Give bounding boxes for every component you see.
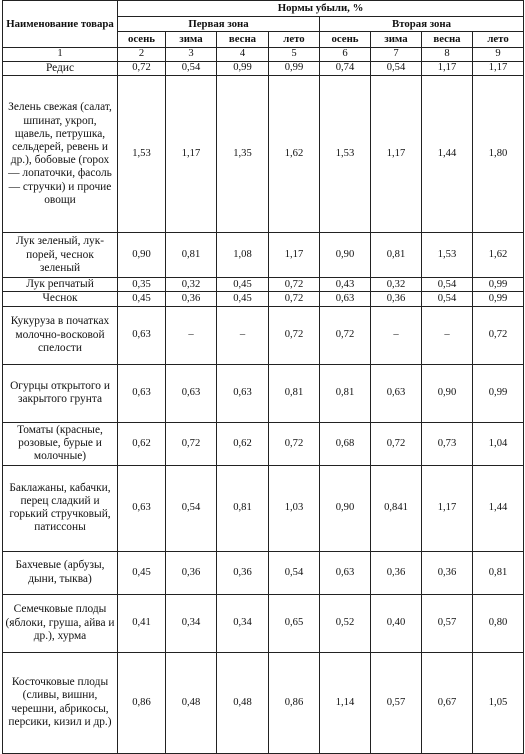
table-row xyxy=(3,76,524,233)
norm-value-cell: 1,35 xyxy=(217,76,269,233)
norm-value-cell: 0,72 xyxy=(269,306,320,364)
norm-value-cell: – xyxy=(166,306,217,364)
header-season: осень xyxy=(320,32,371,48)
norm-value-cell: 0,57 xyxy=(371,652,422,753)
column-number: 3 xyxy=(166,48,217,62)
column-number: 8 xyxy=(422,48,473,62)
norm-value-cell: 0,81 xyxy=(217,465,269,551)
norm-value-cell: 0,34 xyxy=(166,594,217,652)
norm-value-cell: 1,80 xyxy=(473,76,524,233)
norm-value-cell: 0,90 xyxy=(320,465,371,551)
norm-value-cell: 1,17 xyxy=(371,76,422,233)
header-zone-1: Первая зона xyxy=(118,17,320,32)
header-product-name: Наименование товара xyxy=(3,1,118,48)
norm-value-cell: 0,67 xyxy=(422,652,473,753)
norm-value-cell: 0,65 xyxy=(269,594,320,652)
norm-value-cell: 1,08 xyxy=(217,233,269,278)
header-norms: Нормы убыли, % xyxy=(118,1,524,17)
norm-value-cell: 0,72 xyxy=(320,306,371,364)
norm-value-cell: 0,72 xyxy=(166,422,217,465)
product-name-cell: Редис xyxy=(3,62,118,76)
norm-value-cell: 0,36 xyxy=(217,551,269,594)
norm-value-cell: 0,36 xyxy=(371,551,422,594)
norm-value-cell: 0,54 xyxy=(371,62,422,76)
table-row xyxy=(3,465,524,551)
norm-value-cell: 0,54 xyxy=(422,278,473,292)
norm-value-cell: 0,52 xyxy=(320,594,371,652)
table-row xyxy=(3,233,524,278)
norm-value-cell: 1,62 xyxy=(473,233,524,278)
norm-value-cell: 1,17 xyxy=(166,76,217,233)
norm-value-cell: 0,72 xyxy=(473,306,524,364)
norm-value-cell: 0,63 xyxy=(217,364,269,422)
table-row xyxy=(3,422,524,465)
norm-value-cell: 0,43 xyxy=(320,278,371,292)
norm-value-cell: 0,86 xyxy=(269,652,320,753)
norm-value-cell: 0,99 xyxy=(217,62,269,76)
norm-value-cell: 0,80 xyxy=(473,594,524,652)
norm-value-cell: 0,54 xyxy=(269,551,320,594)
norm-value-cell: 0,32 xyxy=(371,278,422,292)
norm-value-cell: 0,54 xyxy=(166,62,217,76)
product-name-cell: Кукуруза в початках молочно-восковой спелости xyxy=(3,306,118,364)
norm-value-cell: 0,63 xyxy=(371,364,422,422)
norm-value-cell: 0,36 xyxy=(166,292,217,306)
norm-value-cell: 0,72 xyxy=(269,292,320,306)
column-number: 1 xyxy=(3,48,118,62)
norm-value-cell: 1,53 xyxy=(320,76,371,233)
norm-value-cell: 0,72 xyxy=(269,422,320,465)
norm-value-cell: 0,86 xyxy=(118,652,166,753)
norm-value-cell: 0,63 xyxy=(118,306,166,364)
column-number: 4 xyxy=(217,48,269,62)
norm-value-cell: 0,57 xyxy=(422,594,473,652)
norm-value-cell: – xyxy=(371,306,422,364)
norm-value-cell: 0,32 xyxy=(166,278,217,292)
column-number: 9 xyxy=(473,48,524,62)
norm-value-cell: 0,48 xyxy=(217,652,269,753)
table-row xyxy=(3,278,524,292)
norm-value-cell: 0,36 xyxy=(371,292,422,306)
norm-value-cell: 0,72 xyxy=(269,278,320,292)
table-row xyxy=(3,594,524,652)
table-row xyxy=(3,551,524,594)
norm-value-cell: 0,54 xyxy=(422,292,473,306)
norm-value-cell: 0,63 xyxy=(320,292,371,306)
norm-value-cell: – xyxy=(422,306,473,364)
norm-value-cell: 1,17 xyxy=(422,465,473,551)
header-season: весна xyxy=(217,32,269,48)
norm-value-cell: 0,45 xyxy=(118,551,166,594)
norm-value-cell: 0,81 xyxy=(371,233,422,278)
norm-value-cell: 0,99 xyxy=(269,62,320,76)
header-season: лето xyxy=(473,32,524,48)
header-season: весна xyxy=(422,32,473,48)
column-number: 7 xyxy=(371,48,422,62)
table-body xyxy=(3,62,524,754)
norm-value-cell: 0,41 xyxy=(118,594,166,652)
norm-value-cell: 1,05 xyxy=(473,652,524,753)
norm-value-cell: 0,63 xyxy=(118,465,166,551)
norm-value-cell: 0,62 xyxy=(217,422,269,465)
norm-value-cell: 0,841 xyxy=(371,465,422,551)
norm-value-cell: 0,63 xyxy=(166,364,217,422)
table-row xyxy=(3,652,524,753)
norm-value-cell: 0,34 xyxy=(217,594,269,652)
product-name-cell: Лук зеленый, лук-порей, чеснок зеленый xyxy=(3,233,118,278)
header-season: осень xyxy=(118,32,166,48)
norm-value-cell: 0,81 xyxy=(473,551,524,594)
norm-value-cell: 1,53 xyxy=(118,76,166,233)
norm-value-cell: 0,40 xyxy=(371,594,422,652)
product-name-cell: Баклажаны, кабачки, перец сладкий и горький стручковый, патиссоны xyxy=(3,465,118,551)
norm-value-cell: 0,36 xyxy=(166,551,217,594)
product-name-cell: Чеснок xyxy=(3,292,118,306)
product-name-cell: Огурцы открытого и закрытого грунта xyxy=(3,364,118,422)
norm-value-cell: 1,14 xyxy=(320,652,371,753)
norm-value-cell: 0,99 xyxy=(473,364,524,422)
norm-value-cell: 0,62 xyxy=(118,422,166,465)
norm-value-cell: 0,99 xyxy=(473,278,524,292)
norm-value-cell: 1,62 xyxy=(269,76,320,233)
norm-value-cell: 1,44 xyxy=(473,465,524,551)
header-season: лето xyxy=(269,32,320,48)
norm-value-cell: 1,17 xyxy=(473,62,524,76)
norm-value-cell: 0,54 xyxy=(166,465,217,551)
norm-value-cell: 1,44 xyxy=(422,76,473,233)
product-name-cell: Косточковые плоды (сливы, вишни, черешни, абрикосы, персики, кизил и др.) xyxy=(3,652,118,753)
norm-value-cell: 0,48 xyxy=(166,652,217,753)
table-row xyxy=(3,306,524,364)
column-number: 6 xyxy=(320,48,371,62)
norm-value-cell: 0,63 xyxy=(118,364,166,422)
norm-value-cell: 1,03 xyxy=(269,465,320,551)
norm-value-cell: 0,74 xyxy=(320,62,371,76)
norm-value-cell: 0,90 xyxy=(118,233,166,278)
header-zone-2: Вторая зона xyxy=(320,17,524,32)
norm-value-cell: 0,45 xyxy=(118,292,166,306)
norm-value-cell: – xyxy=(217,306,269,364)
norm-value-cell: 0,45 xyxy=(217,278,269,292)
norms-table xyxy=(2,0,524,754)
product-name-cell: Лук репчатый xyxy=(3,278,118,292)
table-row xyxy=(3,292,524,306)
norm-value-cell: 1,53 xyxy=(422,233,473,278)
table-row xyxy=(3,364,524,422)
product-name-cell: Бахчевые (арбузы, дыни, тыква) xyxy=(3,551,118,594)
table-row xyxy=(3,62,524,76)
norm-value-cell: 0,36 xyxy=(422,551,473,594)
product-name-cell: Семечковые плоды (яблоки, груша, айва и др.), хурма xyxy=(3,594,118,652)
header-season: зима xyxy=(166,32,217,48)
header-season: зима xyxy=(371,32,422,48)
norm-value-cell: 0,99 xyxy=(473,292,524,306)
norm-value-cell: 0,81 xyxy=(320,364,371,422)
norm-value-cell: 0,45 xyxy=(217,292,269,306)
norm-value-cell: 0,68 xyxy=(320,422,371,465)
norm-value-cell: 0,73 xyxy=(422,422,473,465)
column-number: 2 xyxy=(118,48,166,62)
norm-value-cell: 0,90 xyxy=(320,233,371,278)
norm-value-cell: 0,72 xyxy=(371,422,422,465)
norm-value-cell: 0,81 xyxy=(166,233,217,278)
norm-value-cell: 0,63 xyxy=(320,551,371,594)
norm-value-cell: 0,90 xyxy=(422,364,473,422)
norm-value-cell: 1,17 xyxy=(269,233,320,278)
norm-value-cell: 0,35 xyxy=(118,278,166,292)
norm-value-cell: 1,04 xyxy=(473,422,524,465)
norm-value-cell: 0,72 xyxy=(118,62,166,76)
norm-value-cell: 1,17 xyxy=(422,62,473,76)
product-name-cell: Зелень свежая (салат, шпинат, укроп, щавель, петрушка, сельдерей, ревень и др.), бобовые (горох — лопаточки, фасоль — стручки) и прочие овощи xyxy=(3,76,118,233)
norm-value-cell: 0,81 xyxy=(269,364,320,422)
column-number: 5 xyxy=(269,48,320,62)
product-name-cell: Томаты (красные, розовые, бурые и молочные) xyxy=(3,422,118,465)
